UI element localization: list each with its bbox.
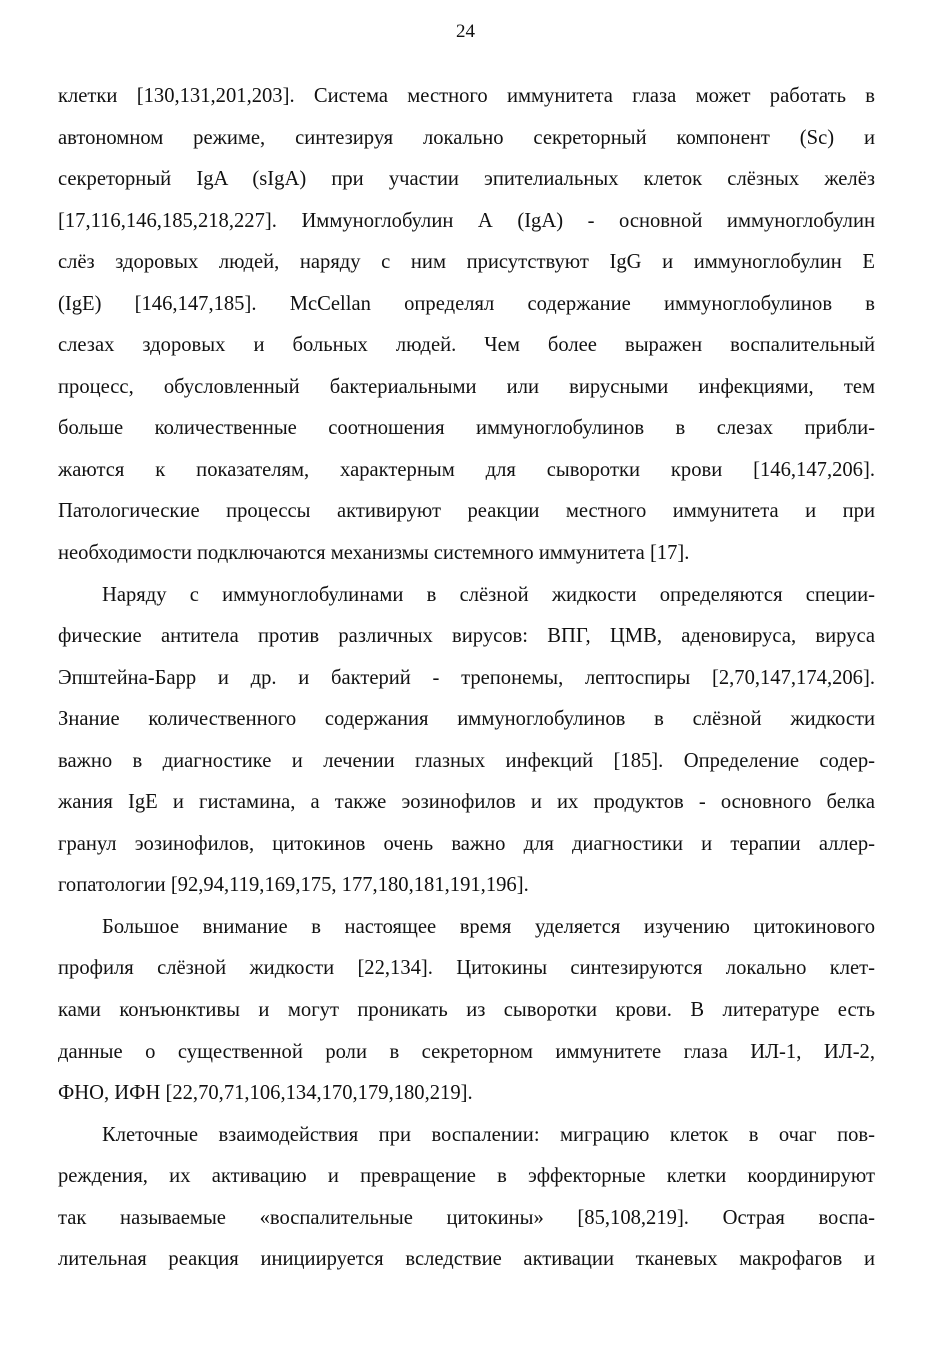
- paragraph-2: [58, 575, 875, 907]
- text-line: гранул эозинофилов, цитокинов очень важно для диагностики и терапии аллер-: [58, 832, 875, 855]
- paragraph-3: [58, 907, 875, 1115]
- document-body: [58, 76, 875, 1281]
- text-line: ками конъюнктивы и могут проникать из сыворотки крови. В литературе есть: [58, 999, 875, 1022]
- text-line: жаются к показателям, характерным для сыворотки крови [146,147,206].: [58, 458, 875, 481]
- text-line: Большое внимание в настоящее время уделяется изучению цитокинового: [102, 915, 875, 938]
- text-line: процесс, обусловленный бактериальными или вирусными инфекциями, тем: [58, 375, 875, 398]
- text-line: реждения, их активацию и превращение в эффекторные клетки координируют: [58, 1165, 875, 1188]
- text-line: лительная реакция инициируется вследствие активации тканевых макрофагов и: [58, 1248, 875, 1271]
- text-line: ФНО, ИФН [22,70,71,106,134,170,179,180,219].: [58, 1082, 473, 1105]
- page-number: 24: [456, 21, 475, 42]
- paragraph-1: [58, 76, 875, 575]
- text-line: слёз здоровых людей, наряду с ним присутствуют IgG и иммуноглобулин Е: [58, 251, 875, 274]
- text-line: данные о существенной роли в секреторном иммунитете глаза ИЛ-1, ИЛ-2,: [58, 1040, 875, 1063]
- text-line: клетки [130,131,201,203]. Система местного иммунитета глаза может работать в: [58, 85, 875, 107]
- text-line: слезах здоровых и больных людей. Чем более выражен воспалительный: [58, 334, 875, 357]
- text-line: (IgE) [146,147,185]. McCellan определял содержание иммуноглобулинов в: [58, 292, 875, 315]
- text-line: Знание количественного содержания иммуноглобулинов в слёзной жидкости: [58, 708, 875, 731]
- text-line: профиля слёзной жидкости [22,134]. Цитокины синтезируются локально клет-: [58, 957, 875, 980]
- text-line: секреторный IgA (sIgA) при участии эпителиальных клеток слёзных желёз: [58, 168, 875, 191]
- text-line: жания IgE и гистамина, а также эозинофилов и их продуктов - основного белка: [58, 791, 875, 814]
- text-line: Эпштейна-Барр и др. и бактерий - трепонемы, лептоспиры [2,70,147,174,206].: [58, 666, 875, 689]
- text-line: Патологические процессы активируют реакции местного иммунитета и при: [58, 500, 875, 523]
- text-line: важно в диагностике и лечении глазных инфекций [185]. Определение содер-: [58, 749, 875, 772]
- text-line: Клеточные взаимодействия при воспалении: миграцию клеток в очаг пов-: [102, 1123, 875, 1146]
- text-line: автономном режиме, синтезируя локально секреторный компонент (Sc) и: [58, 126, 875, 149]
- text-line: так называемые «воспалительные цитокины» [85,108,219]. Острая воспа-: [58, 1206, 875, 1229]
- text-line: больше количественные соотношения иммуноглобулинов в слезах прибли-: [58, 417, 875, 440]
- text-line: гопатологии [92,94,119,169,175, 177,180,181,191,196].: [58, 874, 529, 897]
- text-line: Наряду с иммуноглобулинами в слёзной жидкости определяются специи-: [102, 583, 875, 606]
- paragraph-4: [58, 1115, 875, 1281]
- text-line: фические антитела против различных вирусов: ВПГ, ЦМВ, аденовируса, вируса: [58, 625, 875, 648]
- text-line: необходимости подключаются механизмы системного иммунитета [17].: [58, 542, 690, 565]
- text-line: [17,116,146,185,218,227]. Иммуноглобулин А (IgA) - основной иммуноглобулин: [58, 209, 875, 232]
